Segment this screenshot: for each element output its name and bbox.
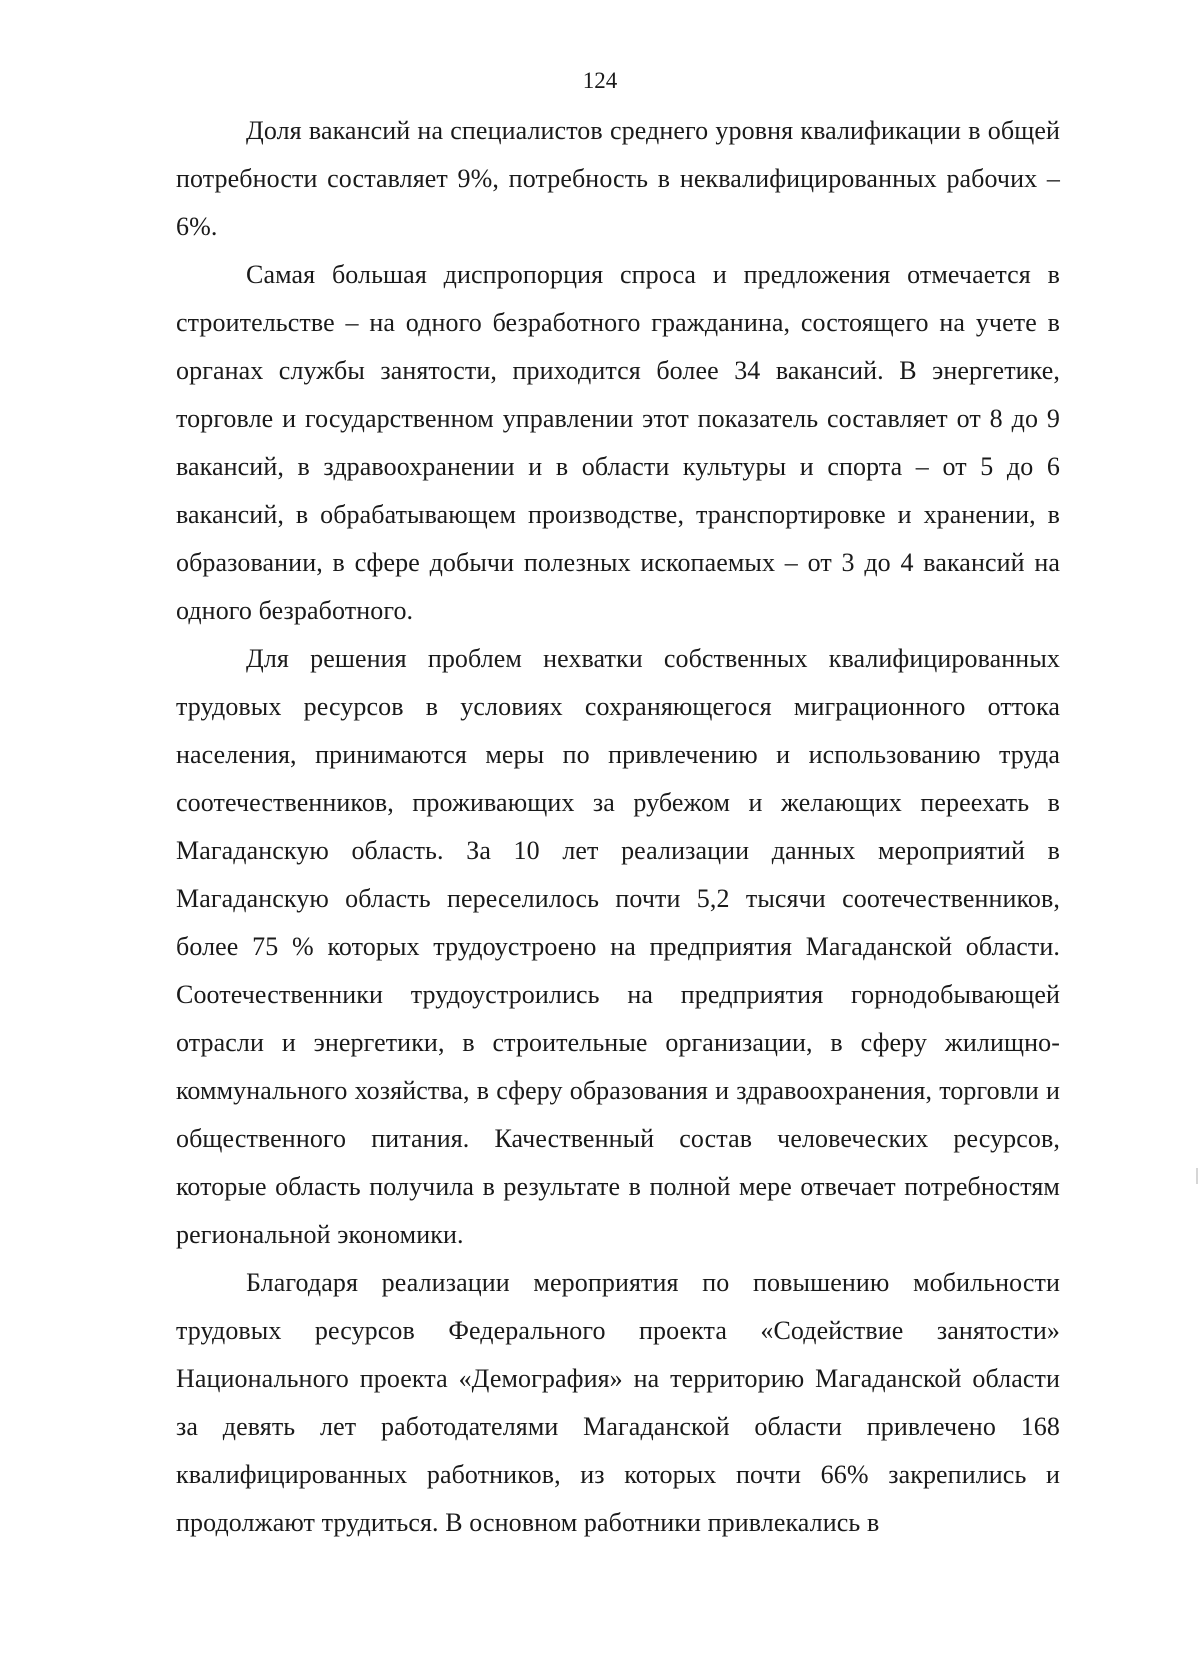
paragraph-supply-demand-disproportion: Самая большая диспропорция спроса и предложения отмечается в строительстве – на одного безработного гражданина, состоящего на учете в органах службы занятости, приходится более 34 вакансий. В энергетике, торговле и государственном управлении этот показатель составляет от 8 до 9 вакансий, в здравоохранении и в области культуры и спорта – от 5 до 6 вакансий, в обрабатывающем производстве, транспортировке и хранении, в образовании, в сфере добычи полезных ископаемых – от 3 до 4 вакансий на одного безработного. (176, 260, 1060, 625)
scan-artifact-mark (1196, 1168, 1198, 1184)
paragraph-vacancy-share: Доля вакансий на специалистов среднего уровня квалификации в общей потребности составляет 9%, потребность в неквалифицированных рабочих – 6%. (176, 116, 1060, 241)
paragraph-labor-mobility-program: Благодаря реализации мероприятия по повышению мобильности трудовых ресурсов Федерального проекта «Содействие занятости» Национального проекта «Демография» на территорию Магаданской области за девять лет работодателями Магаданской области привлечено 168 квалифицированных работников, из которых почти 66% закрепились и продолжают трудиться. В основном работники привлекались в (176, 1268, 1060, 1537)
page-number: 124 (582, 68, 618, 93)
document-body (176, 107, 1060, 1547)
paragraph-compatriots-resettlement: Для решения проблем нехватки собственных квалифицированных трудовых ресурсов в условиях сохраняющегося миграционного оттока населения, принимаются меры по привлечению и использованию труда соотечественников, проживающих за рубежом и желающих переехать в Магаданскую область. За 10 лет реализации данных мероприятий в Магаданскую область переселилось почти 5,2 тысячи соотечественников, более 75 % которых трудоустроено на предприятия Магаданской области. Соотечественники трудоустроились на предприятия горнодобывающей отрасли и энергетики, в строительные организации, в сферу жилищно-коммунального хозяйства, в сферу образования и здравоохранения, торговли и общественного питания. Качественный состав человеческих ресурсов, которые область получила в результате в полной мере отвечает потребностям региональной экономики. (176, 644, 1060, 1249)
